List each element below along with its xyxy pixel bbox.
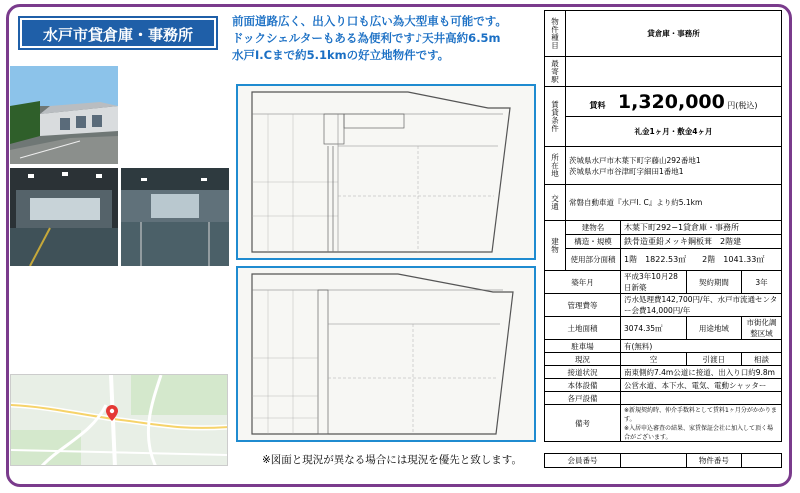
station-label: 最寄駅 (545, 57, 566, 87)
property-type: 貸倉庫・事務所 (566, 11, 782, 57)
property-description (232, 13, 542, 64)
handover-label: 引渡日 (686, 353, 741, 366)
property-no-value (741, 454, 781, 468)
location-value (566, 147, 782, 185)
location-map (10, 374, 228, 466)
usage-label: 使用部分面積 (566, 249, 621, 271)
handover-value: 相談 (741, 353, 781, 366)
rent-cell (566, 87, 782, 117)
each-label: 各戸設備 (545, 392, 621, 405)
floor-plan-1f (236, 84, 536, 260)
built-label: 築年月 (545, 271, 621, 294)
traffic-value: 常磐自動車道『水戸I. C』より約5.1km (566, 185, 782, 221)
building-name: 木葉下町292−1貸倉庫・事務所 (621, 221, 782, 235)
facility-label: 本体設備 (545, 379, 621, 392)
building-name-label: 建物名 (566, 221, 621, 235)
status-value: 空 (621, 353, 687, 366)
parking-label: 駐車場 (545, 340, 621, 353)
zone-label: 用途地域 (686, 317, 741, 340)
description-line: 前面道路広く、出入り口も広い為大型車も可能です。 (232, 14, 507, 28)
road-value: 南東側約7.4m公道に接道、出入り口約9.8m (621, 366, 782, 379)
building-label: 建物 (545, 221, 566, 271)
description-line: 水戸I.Cまで約5.1kmの好立地物件です。 (232, 48, 450, 62)
property-info-table (544, 10, 782, 468)
floor-plan-2f (236, 266, 536, 442)
member-label: 会員番号 (545, 454, 621, 468)
location-line: 茨城県水戸市谷津町字細田1番地1 (569, 166, 684, 176)
page-title: 水戸市貸倉庫・事務所 (20, 18, 216, 48)
rent-unit: 円(税込) (727, 100, 758, 110)
member-value (621, 454, 687, 468)
each-value (621, 392, 782, 405)
parking-value: 有(無料) (621, 340, 782, 353)
road-label: 接道状況 (545, 366, 621, 379)
location-label: 所在地 (545, 147, 566, 185)
remarks-line: ※入居申込審査の結果、家賃保証会社に加入して頂く場合がございます。 (624, 425, 774, 441)
terms-label: 賃貸条件 (545, 87, 566, 147)
traffic-label: 交通 (545, 185, 566, 221)
map-pin-icon (106, 405, 118, 421)
usage-value: 1階 1822.53㎡ 2階 1041.33㎡ (621, 249, 782, 271)
spacer-row (545, 442, 782, 454)
deposit-value: 礼金1ヶ月・敷金4ヶ月 (566, 117, 782, 147)
interior-photo (121, 168, 229, 266)
facility-value: 公営水道、本下水、電気、電動シャッター (621, 379, 782, 392)
zone-value: 市街化調整区域 (741, 317, 781, 340)
interior-photo (10, 168, 118, 266)
description-line: ドックシェルターもある為便利です♪天井高約6.5m (232, 31, 501, 45)
structure-value: 鉄骨造亜鉛メッキ鋼板葺 2階建 (621, 235, 782, 249)
exterior-photo (10, 66, 118, 164)
mgmt-value: 汚水処理費142,700円/年、水戸市流通センター会費14,000円/年 (621, 294, 782, 317)
remarks-label: 備考 (545, 405, 621, 442)
type-label: 物件種目 (545, 11, 566, 57)
remarks-value (621, 405, 782, 442)
station-value (566, 57, 782, 87)
land-value: 3074.35㎡ (621, 317, 687, 340)
contract-value: 3年 (741, 271, 781, 294)
property-no-label: 物件番号 (686, 454, 741, 468)
status-label: 現況 (545, 353, 621, 366)
structure-label: 構造・規模 (566, 235, 621, 249)
plan-note: ※図面と現況が異なる場合には現況を優先と致します。 (262, 454, 522, 466)
location-line: 茨城県水戸市木葉下町字藤山292番地1 (569, 155, 701, 165)
land-label: 土地面積 (545, 317, 621, 340)
built-value: 平成3年10月28日新築 (621, 271, 687, 294)
rent-label: 賃料 (589, 100, 606, 110)
rent-value: 1,320,000 (617, 90, 725, 113)
contract-label: 契約期間 (686, 271, 741, 294)
mgmt-label: 管理費等 (545, 294, 621, 317)
remarks-line: ※新規契約時、仲介手数料として賃料1ヶ月分がかかります。 (624, 407, 777, 423)
